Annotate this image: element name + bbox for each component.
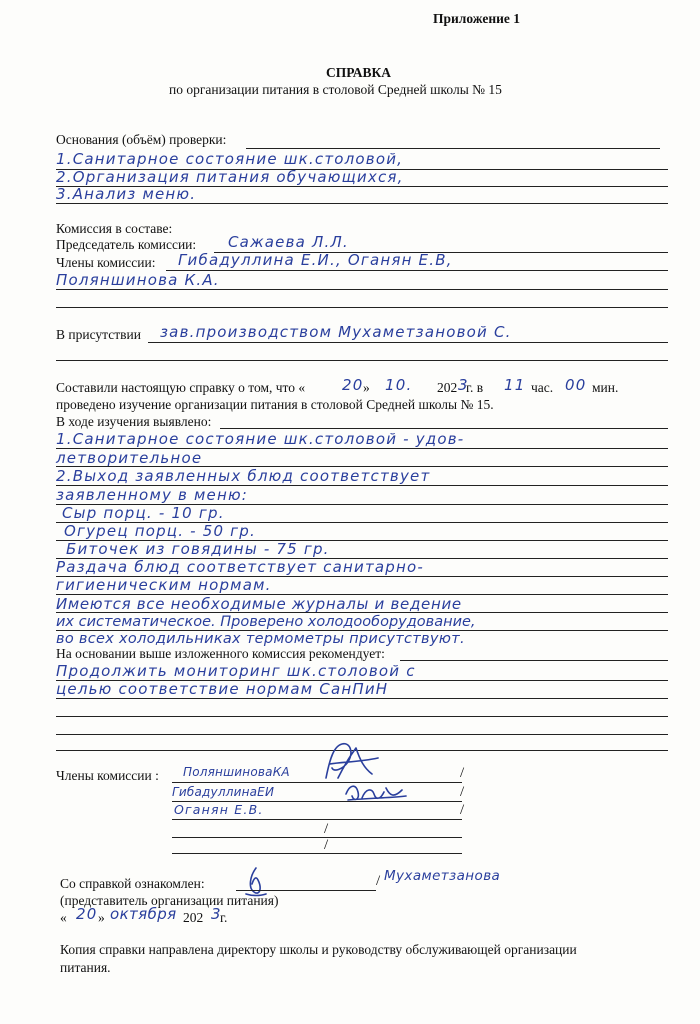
footer-line-1: Копия справки направлена директору школы и руководству обслуживающей организации bbox=[60, 942, 577, 957]
rule bbox=[56, 307, 668, 308]
compiled-prefix: Составили настоящую справку о том, что « bbox=[56, 380, 306, 395]
compiled-minute-suffix: мин. bbox=[592, 380, 619, 395]
finding-line: Раздача блюд соответствует санитарно- bbox=[56, 558, 425, 576]
presence-value: зав.производством Мухаметзановой С. bbox=[160, 323, 512, 341]
rule bbox=[148, 342, 668, 343]
compiled-month: 10. bbox=[385, 376, 413, 394]
finding-line: летворительное bbox=[56, 449, 203, 467]
members-label: Члены комиссии: bbox=[56, 255, 156, 270]
rule bbox=[56, 203, 668, 204]
members-line-2: Поляншинова К.А. bbox=[56, 271, 220, 289]
compiled-hour: 11 bbox=[504, 376, 526, 394]
signature-slash: / bbox=[460, 802, 465, 818]
acquainted-name: Мухаметзанова bbox=[384, 868, 501, 884]
footer-line-2: питания. bbox=[60, 960, 111, 975]
document-title: СПРАВКА bbox=[326, 65, 392, 80]
signature-name-1: ПоляншиноваКА bbox=[183, 765, 290, 779]
signature-slash: / bbox=[460, 765, 465, 781]
finding-line: заявленному в меню: bbox=[56, 486, 249, 504]
document-subtitle: по организации питания в столовой Средней школы № 15 bbox=[169, 82, 502, 97]
members-line-1: Гибадуллина Е.И., Оганян Е.В, bbox=[178, 251, 453, 269]
finding-line: их систематическое. Проверено холодооборудование, bbox=[56, 614, 476, 630]
finding-line: 2.Выход заявленных блюд соответствует bbox=[56, 467, 431, 485]
recommendation-line: целью соответствие нормам СанПиН bbox=[56, 680, 389, 698]
recommendation-label: На основании выше изложенного комиссия рекомендует: bbox=[56, 646, 385, 661]
signature-scribble bbox=[320, 738, 380, 784]
acquainted-year-digit: 3 bbox=[211, 905, 222, 923]
compiled-day: 20 bbox=[342, 376, 364, 394]
rule bbox=[56, 612, 668, 613]
acquainted-quote-close: » bbox=[98, 910, 105, 925]
grounds-item-2: 2.Организация питания обучающихся, bbox=[56, 168, 404, 186]
compiled-year-suffix: г. в bbox=[466, 380, 484, 395]
acquainted-year-suffix: г. bbox=[220, 910, 228, 925]
rule bbox=[56, 698, 668, 699]
appendix-label: Приложение 1 bbox=[433, 11, 521, 26]
acquainted-quote-open: « bbox=[60, 910, 67, 925]
compiled-line-2: проведено изучение организации питания в столовой Средней школы № 15. bbox=[56, 397, 494, 412]
finding-line: Сыр порц. - 10 гр. bbox=[62, 504, 225, 522]
compiled-year-digit: 3 bbox=[458, 376, 469, 394]
finding-line: во всех холодильниках термометры присутствуют. bbox=[56, 631, 465, 647]
signature-slash: / bbox=[376, 873, 381, 889]
finding-line: Биточек из говядины - 75 гр. bbox=[66, 540, 330, 558]
finding-line: 1.Санитарное состояние шк.столовой - удов- bbox=[56, 430, 465, 448]
finding-line: Огурец порц. - 50 гр. bbox=[64, 522, 256, 540]
signature-slash: / bbox=[460, 784, 465, 800]
signature-slash: / bbox=[324, 837, 329, 853]
commission-heading: Комиссия в составе: bbox=[56, 221, 173, 236]
acquainted-year-prefix: 202 bbox=[183, 910, 204, 925]
compiled-minute: 00 bbox=[565, 376, 587, 394]
compiled-year-prefix: 202 bbox=[437, 380, 458, 395]
rule bbox=[220, 428, 668, 429]
grounds-item-3: 3.Анализ меню. bbox=[56, 185, 197, 203]
rule bbox=[172, 853, 462, 854]
finding-line: Имеются все необходимые журналы и ведение bbox=[56, 595, 462, 613]
rule bbox=[236, 890, 376, 891]
findings-label: В ходе изучения выявлено: bbox=[56, 414, 212, 429]
compiled-hour-suffix: час. bbox=[531, 380, 554, 395]
rule bbox=[166, 270, 668, 271]
rule bbox=[172, 819, 462, 820]
rule bbox=[56, 289, 668, 290]
compiled-quote-close: » bbox=[363, 380, 370, 395]
rule bbox=[56, 734, 668, 735]
signatures-label: Члены комиссии : bbox=[56, 768, 159, 783]
presence-label: В присутствии bbox=[56, 327, 141, 342]
chair-value: Сажаева Л.Л. bbox=[228, 233, 349, 251]
recommendation-line: Продолжить мониторинг шк.столовой с bbox=[56, 662, 416, 680]
rule bbox=[56, 716, 668, 717]
acquainted-month: октября bbox=[110, 905, 177, 923]
grounds-item-1: 1.Санитарное состояние шк.столовой, bbox=[56, 150, 404, 168]
signature-scribble bbox=[340, 780, 410, 804]
acquainted-day: 20 bbox=[76, 905, 98, 923]
finding-line: гигиеническим нормам. bbox=[56, 576, 272, 594]
acquainted-rep: (представитель организации питания) bbox=[60, 893, 279, 908]
grounds-label: Основания (объём) проверки: bbox=[56, 132, 227, 147]
signature-name-3: Оганян Е.В. bbox=[174, 802, 264, 817]
signature-name-2: ГибадуллинаЕИ bbox=[172, 785, 275, 799]
signature-slash: / bbox=[324, 821, 329, 837]
chair-label: Председатель комиссии: bbox=[56, 237, 197, 252]
rule bbox=[400, 660, 668, 661]
acquainted-label: Со справкой ознакомлен: bbox=[60, 876, 205, 891]
rule bbox=[246, 148, 660, 149]
rule bbox=[172, 782, 462, 783]
rule bbox=[56, 360, 668, 361]
rule bbox=[172, 837, 462, 838]
